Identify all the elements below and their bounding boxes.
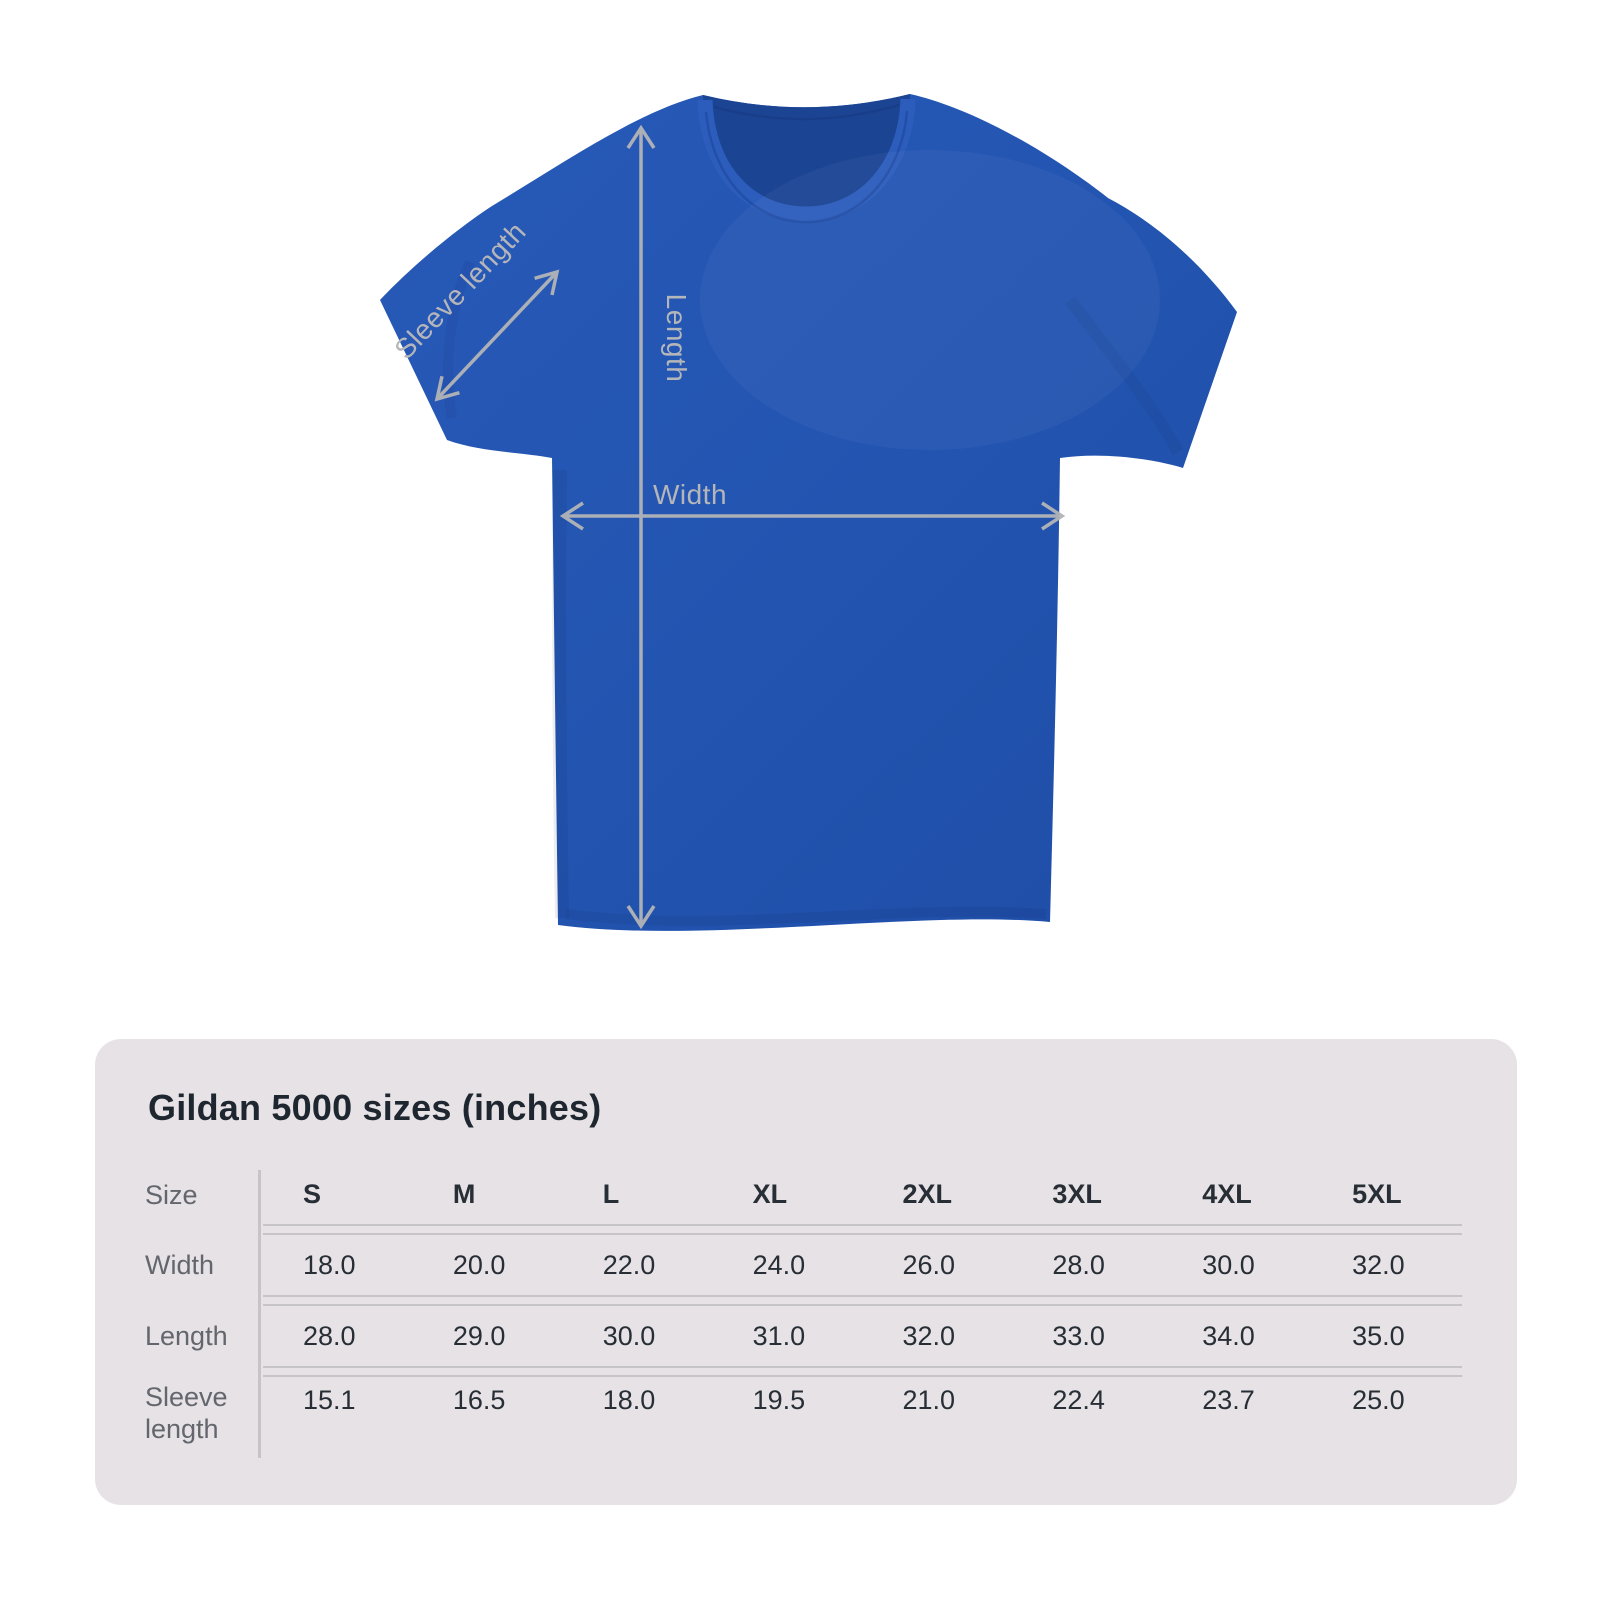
size-chart-panel (95, 1039, 1517, 1505)
cell: 28.0 (263, 1304, 413, 1368)
cell: 19.5 (713, 1375, 863, 1465)
cell: 32.0 (1312, 1233, 1462, 1297)
cell: 25.0 (1312, 1375, 1462, 1465)
col-header-xl: XL (713, 1164, 863, 1226)
cell: 24.0 (713, 1233, 863, 1297)
col-header-m: M (413, 1164, 563, 1226)
cell: 26.0 (863, 1233, 1013, 1297)
row-label: Sleeve length (145, 1382, 228, 1444)
cell: 18.0 (263, 1233, 413, 1297)
header-row (145, 1164, 1462, 1226)
row-label: Width (145, 1250, 215, 1280)
length-label: Length (661, 293, 692, 383)
cell: 30.0 (1162, 1233, 1312, 1297)
cell: 23.7 (1162, 1375, 1312, 1465)
cell: 20.0 (413, 1233, 563, 1297)
cell: 34.0 (1162, 1304, 1312, 1368)
col-header-2xl: 2XL (863, 1164, 1013, 1226)
size-chart-title: Gildan 5000 sizes (inches) (148, 1087, 602, 1128)
table-row-sleeve-length (145, 1375, 1462, 1465)
row-label: Length (145, 1321, 228, 1351)
col-header-5xl: 5XL (1312, 1164, 1462, 1226)
size-chart-table-wrap (145, 1157, 1462, 1472)
col-header-4xl: 4XL (1162, 1164, 1312, 1226)
cell: 35.0 (1312, 1304, 1462, 1368)
col-header-s: S (263, 1164, 413, 1226)
cell: 18.0 (563, 1375, 713, 1465)
width-label: Width (652, 479, 728, 510)
cell: 29.0 (413, 1304, 563, 1368)
col-header-l: L (563, 1164, 713, 1226)
cell: 31.0 (713, 1304, 863, 1368)
cell: 16.5 (413, 1375, 563, 1465)
cell: 21.0 (863, 1375, 1013, 1465)
cell: 28.0 (1012, 1233, 1162, 1297)
size-chart-table (145, 1157, 1462, 1472)
table-row-length (145, 1304, 1462, 1368)
sleeve-length-label: Sleeve length (388, 215, 532, 366)
cell: 22.0 (563, 1233, 713, 1297)
cell: 32.0 (863, 1304, 1013, 1368)
cell: 22.4 (1012, 1375, 1162, 1465)
cell: 30.0 (563, 1304, 713, 1368)
table-row-width (145, 1233, 1462, 1297)
cell: 15.1 (263, 1375, 413, 1465)
size-column-header: Size (145, 1179, 198, 1210)
cell: 33.0 (1012, 1304, 1162, 1368)
col-header-3xl: 3XL (1012, 1164, 1162, 1226)
